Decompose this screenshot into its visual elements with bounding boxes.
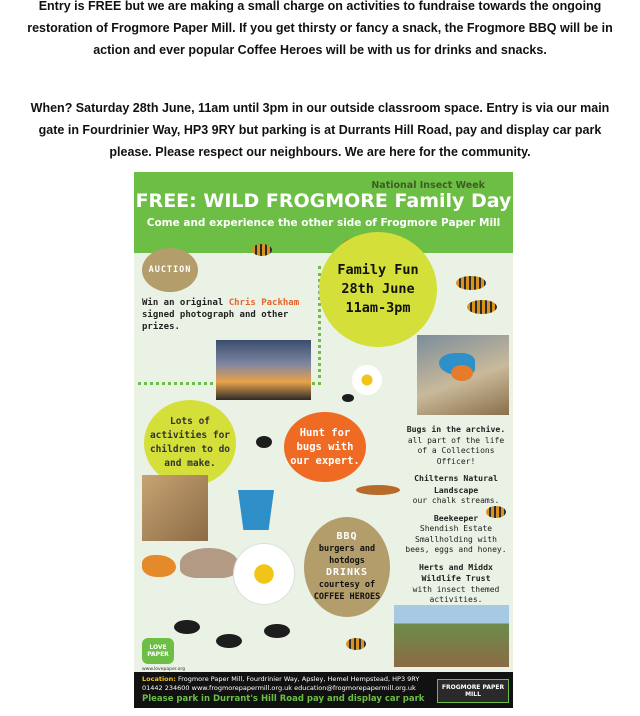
bee-icon <box>346 638 366 650</box>
footer-contact: 01442 234600 www.frogmorepapermill.org.uk education@frogmorepapermill.org.uk <box>142 684 416 692</box>
bbq-text: burgers and hotdogs <box>318 544 376 566</box>
beetle-icon <box>174 620 200 634</box>
chris-packham-name: Chris Packham <box>228 298 300 308</box>
daisy-flower-icon <box>234 544 294 604</box>
beetle-icon <box>264 624 290 638</box>
beetle-icon <box>216 634 242 648</box>
wasp-icon <box>456 276 486 290</box>
family-fun-date: 28th June <box>341 281 415 297</box>
auction-description: Win an original Chris Packham signed photograph and other prizes. <box>142 298 300 332</box>
sunset-photo <box>216 340 311 400</box>
family-fun-bubble <box>319 232 437 347</box>
bug-hunt-bubble: Hunt for bugs with our expert. <box>284 412 366 482</box>
birdhouses-photo <box>142 475 208 541</box>
daisy-icon <box>352 365 382 395</box>
frogmore-paper-mill-logo: FROGMORE PAPER MILL <box>437 679 509 703</box>
intro-paragraph-fundraising: Entry is FREE but we are making a small charge on activities to fundraise towards the ongoing restoration of Frogmore Paper Mill. If you get thirsty or fancy a snack, the Frogmore BBQ will be in action and ever popular Coffee Heroes will be with us for drinks and snacks. <box>27 0 613 57</box>
footer-location: Location: Frogmore Paper Mill, Fourdrinier Way, Apsley, Hemel Hempstead, HP3 9RY <box>142 675 420 683</box>
poster-banner <box>134 172 513 253</box>
list-item: Herts and Middx Wildlife Trust with insect themed activities. <box>412 561 500 604</box>
activities-bubble: Lots of activities for children to do and make. <box>144 400 236 486</box>
event-poster <box>134 172 513 708</box>
fly-icon <box>256 436 272 448</box>
drinks-label: DRINKS <box>325 567 369 578</box>
bee-icon <box>486 506 506 518</box>
list-item: Chilterns Natural Landscape our chalk streams. <box>412 473 500 505</box>
moth-icon <box>180 548 238 578</box>
butterfly-icon <box>142 555 176 577</box>
national-insect-week-tag: National Insect Week <box>371 180 485 191</box>
beetle-icon <box>342 394 354 402</box>
auction-label: AUCTION <box>142 248 198 292</box>
family-fun-time: 11am-3pm <box>345 300 411 316</box>
flower-bucket-icon <box>238 490 274 530</box>
footer-parking: Please park in Durrant's Hill Road pay and display car park <box>142 694 425 704</box>
list-item: Beekeeper Shendish Estate Smallholding with bees, eggs and honey. <box>405 512 507 554</box>
bbq-label: BBQ <box>336 531 358 542</box>
intro-paragraph-when: When? Saturday 28th June, 11am until 3pm in our outside classroom space. Entry is via our main gate in Fourdrinier Way, HP3 9RY but parking is at Durrants Hill Road, pay and display car park please. Please respect our neighbours. We are here for the community. <box>30 101 610 159</box>
bbq-drinks-bubble <box>304 517 390 617</box>
love-paper-logo: LOVE PAPER <box>142 638 174 664</box>
hornet-icon <box>467 300 497 314</box>
garden-classroom-photo <box>394 605 509 667</box>
poster-title: FREE: WILD FROGMORE Family Day <box>135 190 512 212</box>
family-fun-title: Family Fun <box>337 262 419 278</box>
drinks-text: courtesy of COFFEE HEROES <box>313 580 381 602</box>
kingfisher-belly-icon <box>451 365 473 381</box>
love-paper-url: www.lovepaper.org <box>142 667 185 672</box>
bee-icon <box>252 244 272 256</box>
poster-subtitle: Come and experience the other side of Frogmore Paper Mill <box>146 217 501 229</box>
slug-icon <box>356 485 400 495</box>
poster-footer <box>134 672 513 708</box>
kingfisher-photo <box>417 335 509 415</box>
list-item: Bugs in the archive. all part of the life of a Collections Officer! <box>406 424 506 466</box>
